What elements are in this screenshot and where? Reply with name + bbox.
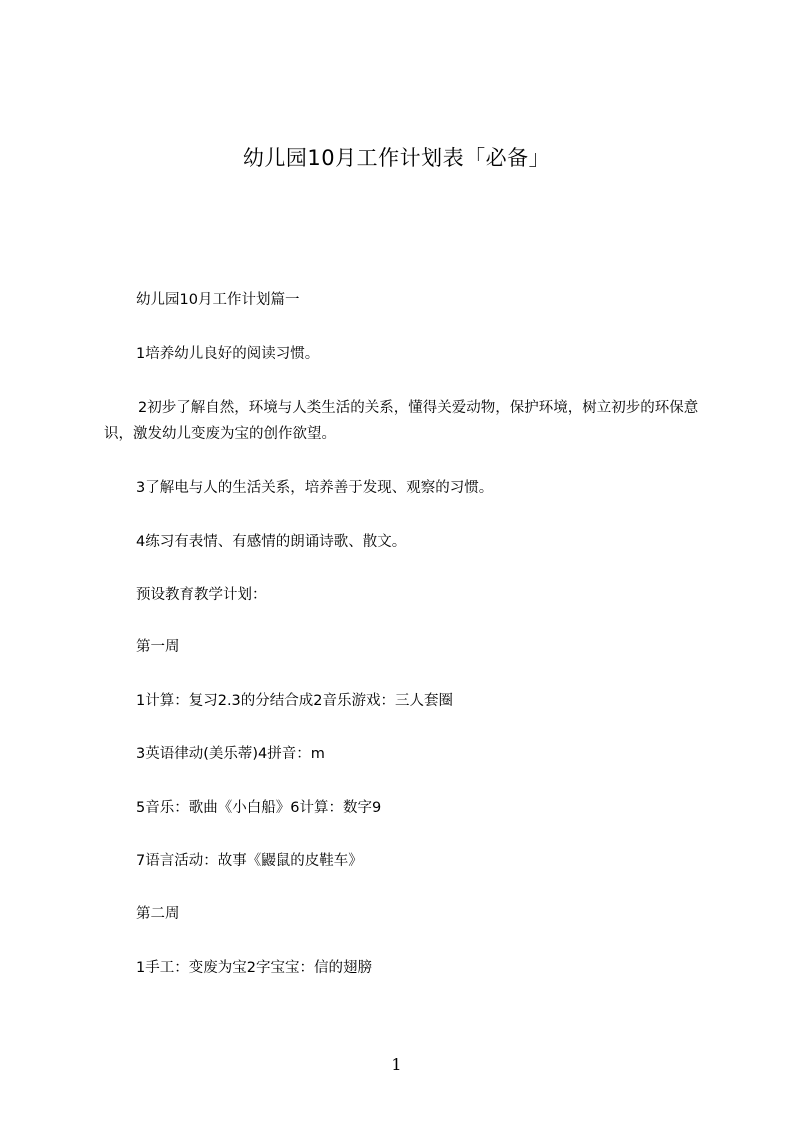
week-heading: 第一周 — [136, 639, 180, 655]
paragraph: 预设教育教学计划： — [136, 587, 267, 603]
paragraph: 2初步了解自然，环境与人类生活的关系，懂得关爱动物，保护环境，树立初步的环保意识，激发幼儿变废为宝的创作欲望。 — [104, 400, 699, 442]
paragraph: 3了解电与人的生活关系，培养善于发现、观察的习惯。 — [136, 480, 494, 496]
paragraph: 1计算：复习2.3的分结合成2音乐游戏：三人套圈 — [136, 693, 454, 709]
paragraph: 1手工：变废为宝2字宝宝：信的翅膀 — [136, 960, 372, 976]
paragraph: 1培养幼儿良好的阅读习惯。 — [136, 346, 320, 362]
paragraph: 4练习有表情、有感情的朗诵诗歌、散文。 — [136, 534, 407, 550]
section-heading: 幼儿园10月工作计划篇一 — [136, 292, 300, 308]
paragraph: 7语言活动：故事《鼹鼠的皮鞋车》 — [136, 853, 363, 869]
paragraph: 5音乐：歌曲《小白船》6计算：数字9 — [136, 800, 382, 816]
page-number: 1 — [391, 1055, 402, 1074]
week-heading: 第二周 — [136, 906, 180, 922]
paragraph: 3英语律动(美乐蒂)4拼音：m — [136, 746, 325, 762]
document-title: 幼儿园10月工作计划表「必备」 — [242, 146, 551, 170]
